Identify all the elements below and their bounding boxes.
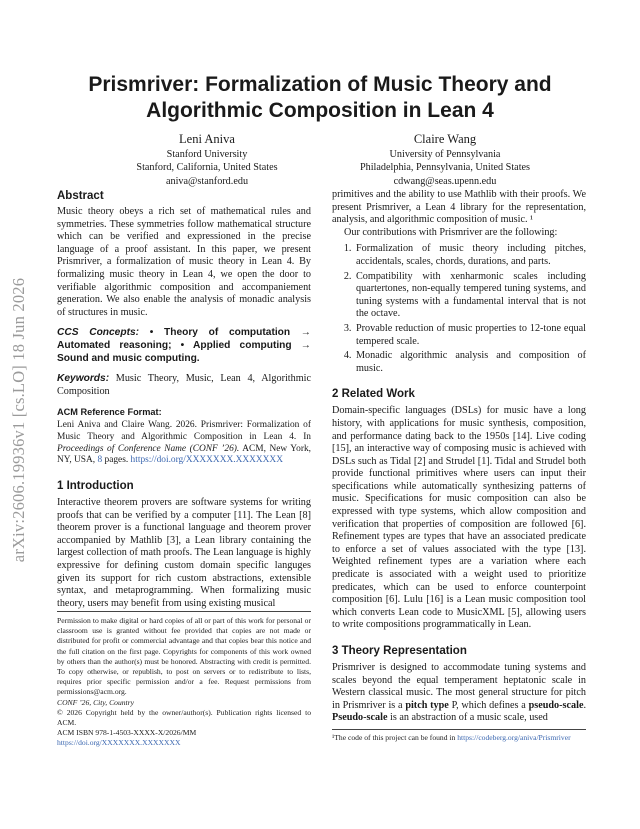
- theory-part: Prismriver is designed to accommodate tuning systems and scales beyond the equal temperament heptatonic scale in Western classical music. The most general structure for pitch in Prismriver is a: [332, 662, 586, 711]
- acm-reference: [57, 406, 311, 467]
- ccs-text: • Theory of computation → Automated reasoning; • Applied computing → Sound and music computing.: [57, 327, 311, 364]
- copyright-doi-link[interactable]: https://doi.org/XXXXXXX.XXXXXXX: [57, 738, 181, 748]
- abstract-heading: Abstract: [57, 190, 104, 202]
- ref-part: ACM, New York, NY, USA,: [57, 443, 311, 466]
- term-pitch-type: pitch type: [405, 699, 449, 711]
- ref-part: pages.: [102, 455, 131, 466]
- ccs-label: CCS Concepts:: [57, 327, 140, 339]
- theory-part: P, which defines a: [448, 699, 529, 711]
- right-column: [332, 189, 586, 725]
- intro-heading: 1 Introduction: [57, 480, 134, 493]
- author-email[interactable]: cdwang@seas.upenn.edu: [393, 175, 497, 187]
- keywords-label: Keywords:: [57, 373, 110, 385]
- author-name: Leni Aniva: [179, 132, 235, 146]
- related-work-text: Domain-specific languages (DSLs) for music have a long history, with applications for music synthesis, composition, and performance dating back to the 1950s [14]. Live coding [15], an interactive way of composing music is achieved with DSLs such as Tidal [2] and Strudel [1]. Tidal and Strudel both provide functional primitives where users can input their specifications while automatically synthesizing patterns of music. Specifications for music composition can also be expressed with type systems, which allow composition and verification that properties of composition are followed [6]. Refinement types are types that have an associated predicate to enforce a set of values associated with the type [13]. Weighted refinement types are a variation where each predicate is associated with a weight used to prioritize predicates, which can be used to enforce counterpoint composition [6]. Lulu [16] is a Lean music composition tool which converts Lean code to MusicXML [5], allowing users to write compositions programmatically in Lean.: [332, 405, 586, 631]
- list-item: 1. Formalization of music theory including pitches, accidentals, scales, chords, durations, and parts.: [354, 243, 586, 268]
- permission-text: Permission to make digital or hard copies of all or part of this work for personal or classroom use is granted without fee provided that copies are not made or distributed for profit or commercial advantage and that copies bear this notice and the full citation on the first page. Copyrights for components of this work owned by others than the author(s) must be honored. Abstracting with credit is permitted. To copy otherwise, or republish, to post on servers or to redistribute to lists, requires prior specific permission and/or a fee. Request permissions from permissions@acm.org.: [57, 616, 311, 697]
- term-pseudo-scale: pseudo-scale: [528, 699, 584, 711]
- ref-pages-link[interactable]: 8: [97, 455, 103, 466]
- copyright-line: © 2026 Copyright held by the owner/author(s). Publication rights licensed to ACM.: [57, 707, 311, 728]
- theory-text: [332, 662, 586, 725]
- isbn-line: ACM ISBN 978-1-4503-XXXX-X/2026/MM: [57, 728, 197, 738]
- author-block: [87, 132, 327, 188]
- paper-title: [52, 72, 588, 124]
- footnote: [332, 729, 586, 743]
- arxiv-identifier: arXiv:2606.19936v1 [cs.LO] 18 Jun 2026: [9, 277, 28, 563]
- acm-reference-heading: ACM Reference Format:: [57, 407, 162, 418]
- theory-part: is an abstraction of a music scale, used: [387, 712, 548, 724]
- footnote-text: ¹The code of this project can be found in: [332, 733, 458, 742]
- footnote-link[interactable]: https://codeberg.org/aniva/Prismriver: [457, 733, 571, 742]
- term-pseudo-scale: Pseudo-scale: [332, 712, 388, 724]
- author-location: Philadelphia, Pennsylvania, United States: [359, 162, 531, 174]
- ref-proceedings: Proceedings of Conference Name (CONF ’26).: [57, 443, 240, 454]
- left-column: [57, 189, 311, 610]
- theory-heading: 3 Theory Representation: [332, 645, 467, 657]
- ref-doi-link[interactable]: https://doi.org/XXXXXXX.XXXXXXX: [130, 455, 283, 466]
- keywords: [57, 373, 311, 398]
- related-work-heading: 2 Related Work: [332, 388, 415, 401]
- ccs-concepts: [57, 327, 311, 365]
- arxiv-sidebar: [6, 240, 32, 600]
- copyright-notice: [57, 611, 311, 749]
- author-location: Stanford, California, United States: [136, 162, 278, 174]
- author-affiliation: University of Pennsylvania: [389, 149, 501, 160]
- intro-continued: primitives and the ability to use Mathlib with their proofs. We present Prismriver, a Lean 4 library for the representation, analysis, and algorithmic composition of music. ¹: [332, 189, 586, 226]
- title-line: Algorithmic Composition in Lean 4: [146, 99, 494, 122]
- list-item: 2. Compatibility with xenharmonic scales including quartertones, non-equally tempered tuning systems, and tuning systems with a fundamental interval that is not the octave.: [354, 271, 586, 321]
- author-affiliation: Stanford University: [166, 149, 248, 160]
- author-block: [325, 132, 565, 188]
- contributions-lead: Our contributions with Prismriver are the following:: [344, 226, 558, 238]
- intro-paragraph: Interactive theorem provers are software systems for writing proofs that can be verified by a computer [11]. The Lean [8] theorem prover is a functional language and theorem prover accompanied by Mathlib [3], a Lean library containing the largest collection of math proofs. The Lean language is highly expressive for defining custom domain specific languges given its support for rich custom abstractions, extensible syntax, and metaprogramming. When formalizing music theory, users may benefit from using existing musical: [57, 497, 311, 609]
- acm-reference-text: [57, 420, 311, 467]
- conference-line: CONF ’26, City, Country: [57, 697, 134, 707]
- theory-part: .: [583, 699, 587, 711]
- ref-part: Leni Aniva and Claire Wang. 2026. Prismriver: Formalization of Music Theory and Algorithmic Composition in Lean 4. In: [57, 419, 311, 442]
- keywords-text: Music Theory, Music, Lean 4, Algorithmic Composition: [57, 373, 311, 397]
- contributions-list: [332, 243, 586, 375]
- list-item: 4. Monadic algorithmic analysis and composition of music.: [354, 350, 586, 375]
- title-line: Prismriver: Formalization of Music Theory and: [88, 73, 552, 96]
- abstract-text: Music theory obeys a rich set of mathematical rules and symmetries. These symmetries follow mathematical structure which can be verified and expressioned in the precise language of a proof assistant. In this paper, we present Prismriver, a formalization of music theory in Lean 4. By formalizing music theory in Lean 4, we open the door to verifiable algorithmic composition and accompaniement generation. We also enable the analysis of monadic analysis of structures in music.: [57, 206, 311, 318]
- list-item: 3. Provable reduction of music properties to 12-tone equal tempered scale.: [354, 323, 586, 348]
- author-name: Claire Wang: [413, 132, 477, 146]
- author-email[interactable]: aniva@stanford.edu: [165, 175, 249, 187]
